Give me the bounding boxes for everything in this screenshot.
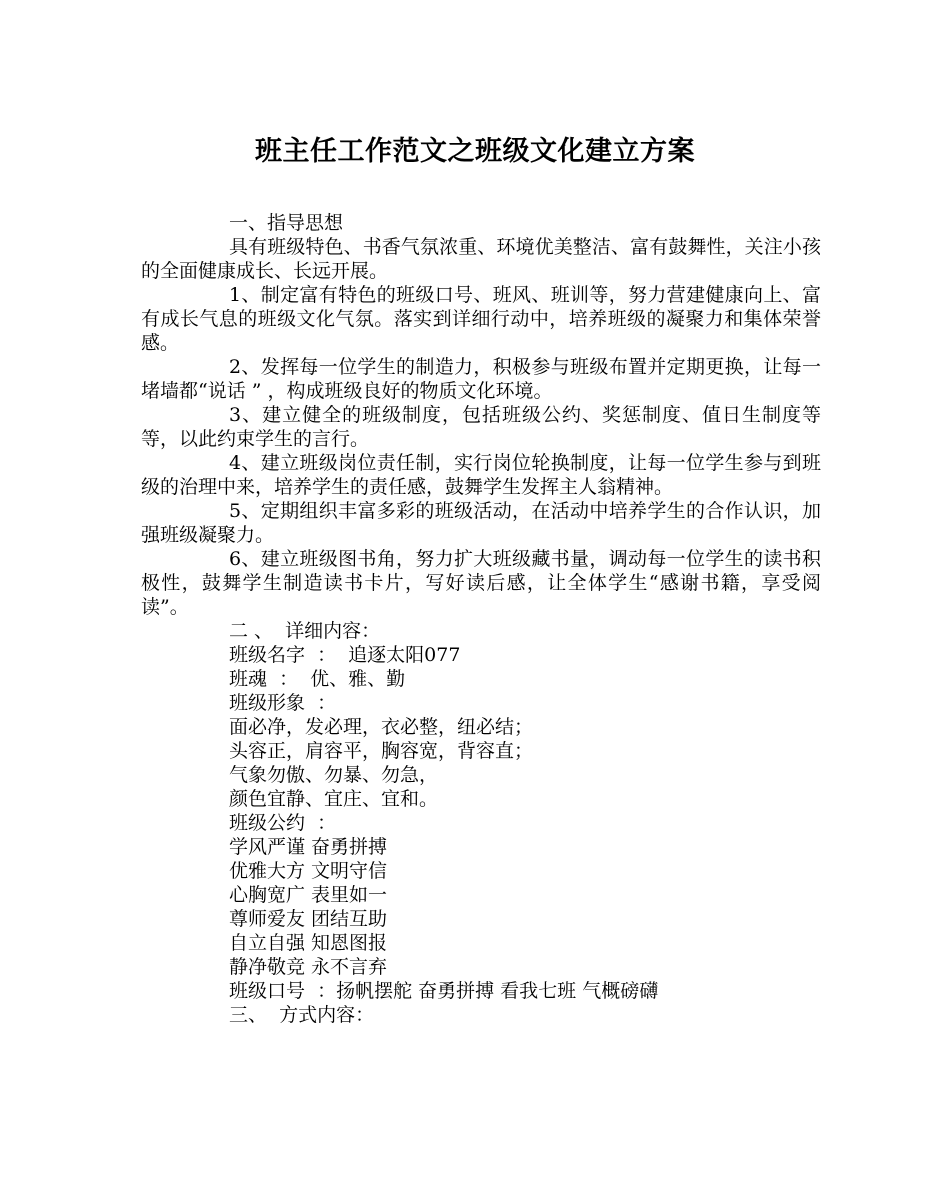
body-paragraph: 4、建立班级岗位责任制，实行岗位轮换制度，让每一位学生参与到班级的治理中来，培养学生的责任感，鼓舞学生发挥主人翁精神。 [141, 452, 821, 498]
body-line: 心胸宽广 表里如一 [229, 884, 388, 906]
body-line: 气象勿傲、勿暴、勿急， [229, 764, 439, 786]
body-paragraph: 具有班级特色、书香气氛浓重、环境优美整洁、富有鼓舞性，关注小孩的全面健康成长、长远开展。 [141, 236, 821, 282]
body-line: 自立自强 知恩图报 [229, 932, 388, 954]
body-line: 头容正，肩容平，胸容宽，背容直； [229, 740, 534, 762]
body-paragraph: 2、发挥每一位学生的制造力，积极参与班级布置并定期更换，让每一堵墙都“说话 ” ，构成班级良好的物质文化环境。 [141, 356, 821, 402]
body-paragraph: 1、制定富有特色的班级口号、班风、班训等，努力营建健康向上、富有成长气息的班级文化气氛。落实到详细行动中，培养班级的凝聚力和集体荣誉感。 [141, 284, 821, 354]
body-line: 三、 方式内容： [229, 1004, 375, 1026]
body-paragraph: 5、定期组织丰富多彩的班级活动，在活动中培养学生的合作认识，加强班级凝聚力。 [141, 500, 821, 546]
body-line: 面必净，发必理，衣必整，纽必结； [229, 716, 534, 738]
body-line: 二 、 详细内容： [229, 620, 381, 642]
body-line: 学风严谨 奋勇拼搏 [229, 836, 388, 858]
body-line: 班级公约 ： [229, 812, 337, 834]
body-line: 班级口号 ：扬帆摆舵 奋勇拼搏 看我七班 气概磅礴 [229, 980, 659, 1002]
document-body [141, 211, 821, 1027]
document-title: 班主任工作范文之班级文化建立方案 [255, 136, 695, 167]
body-line: 班级形象 ： [229, 692, 337, 714]
body-line: 班魂 ： 优、雅、勤 [229, 668, 406, 690]
body-paragraph: 3、建立健全的班级制度，包括班级公约、奖惩制度、值日生制度等等，以此约束学生的言行。 [141, 404, 821, 450]
body-line: 颜色宜静、宜庄、宜和。 [229, 788, 439, 810]
body-line: 班级名字 ： 追逐太阳077 [229, 644, 461, 666]
body-paragraph: 一、指导思想 [229, 212, 344, 234]
body-paragraph: 6、建立班级图书角，努力扩大班级藏书量，调动每一位学生的读书积极性，鼓舞学生制造读书卡片，写好读后感，让全体学生“感谢书籍，享受阅读”。 [141, 548, 821, 618]
body-line: 静净敬竞 永不言弃 [229, 956, 388, 978]
body-line: 优雅大方 文明守信 [229, 860, 388, 882]
body-line: 尊师爱友 团结互助 [229, 908, 388, 930]
